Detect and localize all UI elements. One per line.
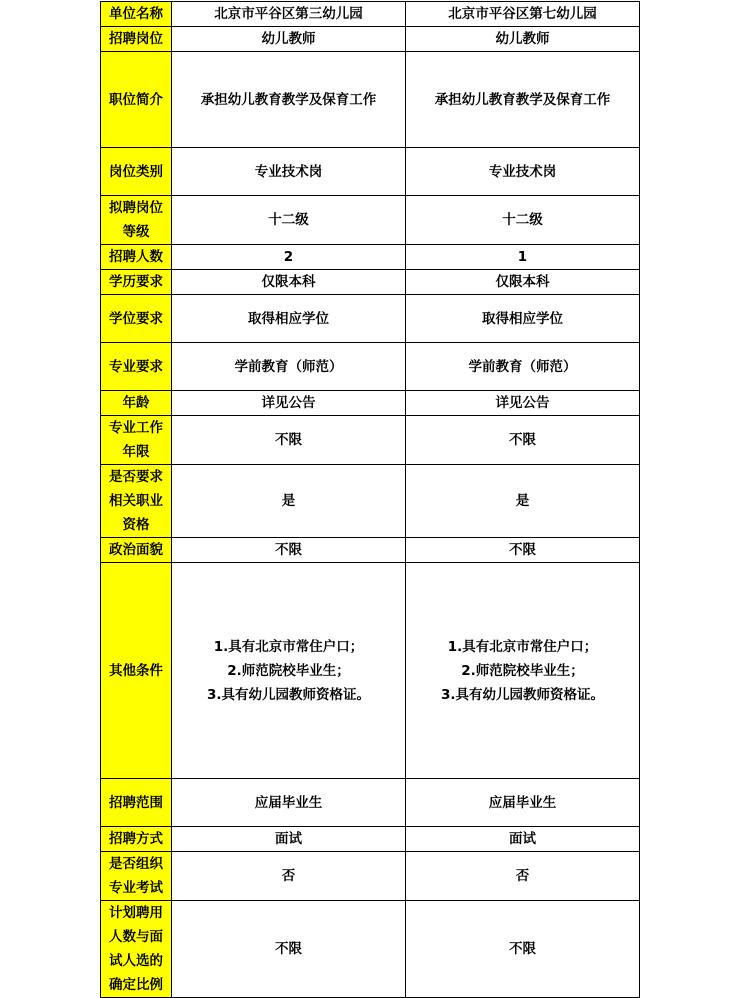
row-label-text: 其他条件 (109, 662, 163, 679)
cell-text: 1.具有北京市常住户口； (213, 638, 364, 655)
table-row (101, 27, 640, 52)
table-cell (406, 52, 640, 148)
table-row (101, 245, 640, 270)
table-row (101, 148, 640, 196)
table-cell (406, 416, 640, 465)
row-label-text: 招聘人数 (109, 249, 163, 265)
table-cell (406, 148, 640, 196)
table-cell (406, 901, 640, 998)
table-row (101, 52, 640, 148)
table-cell (406, 852, 640, 901)
row-label-text: 拟聘岗位 (109, 200, 163, 216)
row-label-text: 专业工作 (109, 420, 163, 436)
table-cell (172, 391, 406, 416)
cell-text: 承担幼儿教育教学及保育工作 (434, 91, 611, 108)
row-label-text: 学位要求 (109, 310, 163, 327)
row-label (101, 295, 172, 343)
table-row (101, 901, 640, 998)
row-label (101, 827, 172, 852)
table-cell (406, 563, 640, 779)
row-label-text: 资格 (122, 517, 150, 533)
row-label-text: 政治面貌 (109, 542, 163, 558)
row-label (101, 27, 172, 52)
cell-text: 详见公告 (495, 395, 550, 411)
row-label-text: 相关职业 (109, 493, 163, 509)
table-cell (406, 196, 640, 245)
cell-text: 十二级 (502, 212, 543, 228)
cell-text: 取得相应学位 (248, 310, 329, 327)
table-cell (172, 295, 406, 343)
cell-text: 1 (517, 249, 528, 265)
table-row (101, 295, 640, 343)
cell-text: 不限 (509, 542, 536, 558)
cell-text: 北京市平谷区第七幼儿园 (448, 6, 597, 22)
cell-text: 不限 (509, 432, 536, 448)
table-row (101, 196, 640, 245)
row-label (101, 2, 172, 27)
row-label-text: 等级 (122, 224, 150, 240)
cell-text: 学前教育（师范） (468, 358, 577, 375)
cell-text: 专业技术岗 (488, 163, 557, 180)
cell-text: 不限 (275, 432, 302, 448)
table-row (101, 2, 640, 27)
table-cell (406, 27, 640, 52)
cell-text: 2 (283, 249, 294, 265)
cell-text: 不限 (275, 542, 302, 558)
row-label (101, 196, 172, 245)
table-row (101, 538, 640, 563)
row-label-text: 岗位类别 (109, 163, 163, 180)
cell-text: 幼儿教师 (495, 31, 550, 47)
recruitment-table (100, 1, 640, 998)
table-row (101, 343, 640, 391)
row-label-text: 人数与面 (109, 929, 163, 945)
cell-text: 北京市平谷区第三幼儿园 (214, 6, 363, 22)
row-label-text: 招聘岗位 (109, 31, 163, 47)
recruitment-table-body (101, 2, 640, 998)
row-label (101, 52, 172, 148)
table-cell (406, 295, 640, 343)
table-cell (406, 245, 640, 270)
row-label-text: 职位简介 (109, 91, 163, 108)
table-cell (172, 343, 406, 391)
row-label (101, 416, 172, 465)
table-row (101, 270, 640, 295)
table-cell (172, 196, 406, 245)
table-cell (406, 779, 640, 827)
row-label-text: 单位名称 (109, 6, 163, 22)
cell-text: 仅限本科 (495, 274, 550, 290)
cell-text: 3.具有幼儿园教师资格证。 (206, 686, 371, 703)
table-row (101, 563, 640, 779)
cell-text: 不限 (509, 941, 536, 957)
cell-text: 是 (281, 493, 296, 509)
cell-text: 面试 (275, 831, 302, 847)
table-cell (172, 245, 406, 270)
table-cell (406, 465, 640, 538)
cell-text: 是 (515, 493, 530, 509)
table-cell (172, 270, 406, 295)
cell-text: 应届毕业生 (254, 794, 323, 811)
row-label-text: 学历要求 (109, 274, 163, 290)
row-label (101, 270, 172, 295)
table-cell (172, 779, 406, 827)
table-row (101, 779, 640, 827)
cell-text: 面试 (509, 831, 536, 847)
table-row (101, 827, 640, 852)
row-label (101, 343, 172, 391)
row-label-text: 专业要求 (109, 358, 163, 375)
table-row (101, 391, 640, 416)
cell-text: 取得相应学位 (482, 310, 563, 327)
row-label-text: 年龄 (122, 395, 150, 411)
row-label (101, 779, 172, 827)
row-label (101, 245, 172, 270)
table-cell (406, 270, 640, 295)
table-cell (172, 538, 406, 563)
table-cell (406, 827, 640, 852)
table-cell (406, 538, 640, 563)
cell-text: 幼儿教师 (261, 31, 316, 47)
row-label-text: 年限 (122, 444, 150, 460)
cell-text: 应届毕业生 (488, 794, 557, 811)
cell-text: 学前教育（师范） (234, 358, 343, 375)
row-label-text: 招聘方式 (109, 831, 163, 847)
cell-text: 不限 (275, 941, 302, 957)
table-cell (406, 343, 640, 391)
row-label-text: 试人选的 (109, 953, 163, 969)
cell-text: 否 (281, 868, 296, 884)
cell-text: 2.师范院校毕业生； (461, 662, 584, 679)
row-label (101, 391, 172, 416)
table-cell (406, 391, 640, 416)
row-label-text: 招聘范围 (109, 794, 163, 811)
table-cell (172, 563, 406, 779)
table-cell (172, 852, 406, 901)
row-label-text: 专业考试 (109, 880, 163, 896)
cell-text: 详见公告 (261, 395, 316, 411)
cell-text: 专业技术岗 (254, 163, 323, 180)
table-cell (172, 52, 406, 148)
table-cell (172, 2, 406, 27)
row-label (101, 538, 172, 563)
table-cell (172, 827, 406, 852)
cell-text: 2.师范院校毕业生； (227, 662, 350, 679)
row-label-text: 确定比例 (109, 977, 163, 993)
cell-text: 仅限本科 (261, 274, 316, 290)
table-cell (172, 416, 406, 465)
cell-text: 3.具有幼儿园教师资格证。 (440, 686, 605, 703)
table-row (101, 416, 640, 465)
table-row (101, 852, 640, 901)
table-cell (406, 2, 640, 27)
row-label (101, 901, 172, 998)
row-label (101, 465, 172, 538)
row-label-text: 计划聘用 (109, 905, 163, 921)
row-label (101, 563, 172, 779)
cell-text: 十二级 (268, 212, 309, 228)
table-cell (172, 27, 406, 52)
row-label-text: 是否要求 (109, 469, 163, 485)
table-row (101, 465, 640, 538)
row-label (101, 148, 172, 196)
table-cell (172, 465, 406, 538)
table-cell (172, 901, 406, 998)
table-cell (172, 148, 406, 196)
cell-text: 承担幼儿教育教学及保育工作 (200, 91, 377, 108)
row-label (101, 852, 172, 901)
cell-text: 否 (515, 868, 530, 884)
row-label-text: 是否组织 (109, 856, 163, 872)
cell-text: 1.具有北京市常住户口； (447, 638, 598, 655)
